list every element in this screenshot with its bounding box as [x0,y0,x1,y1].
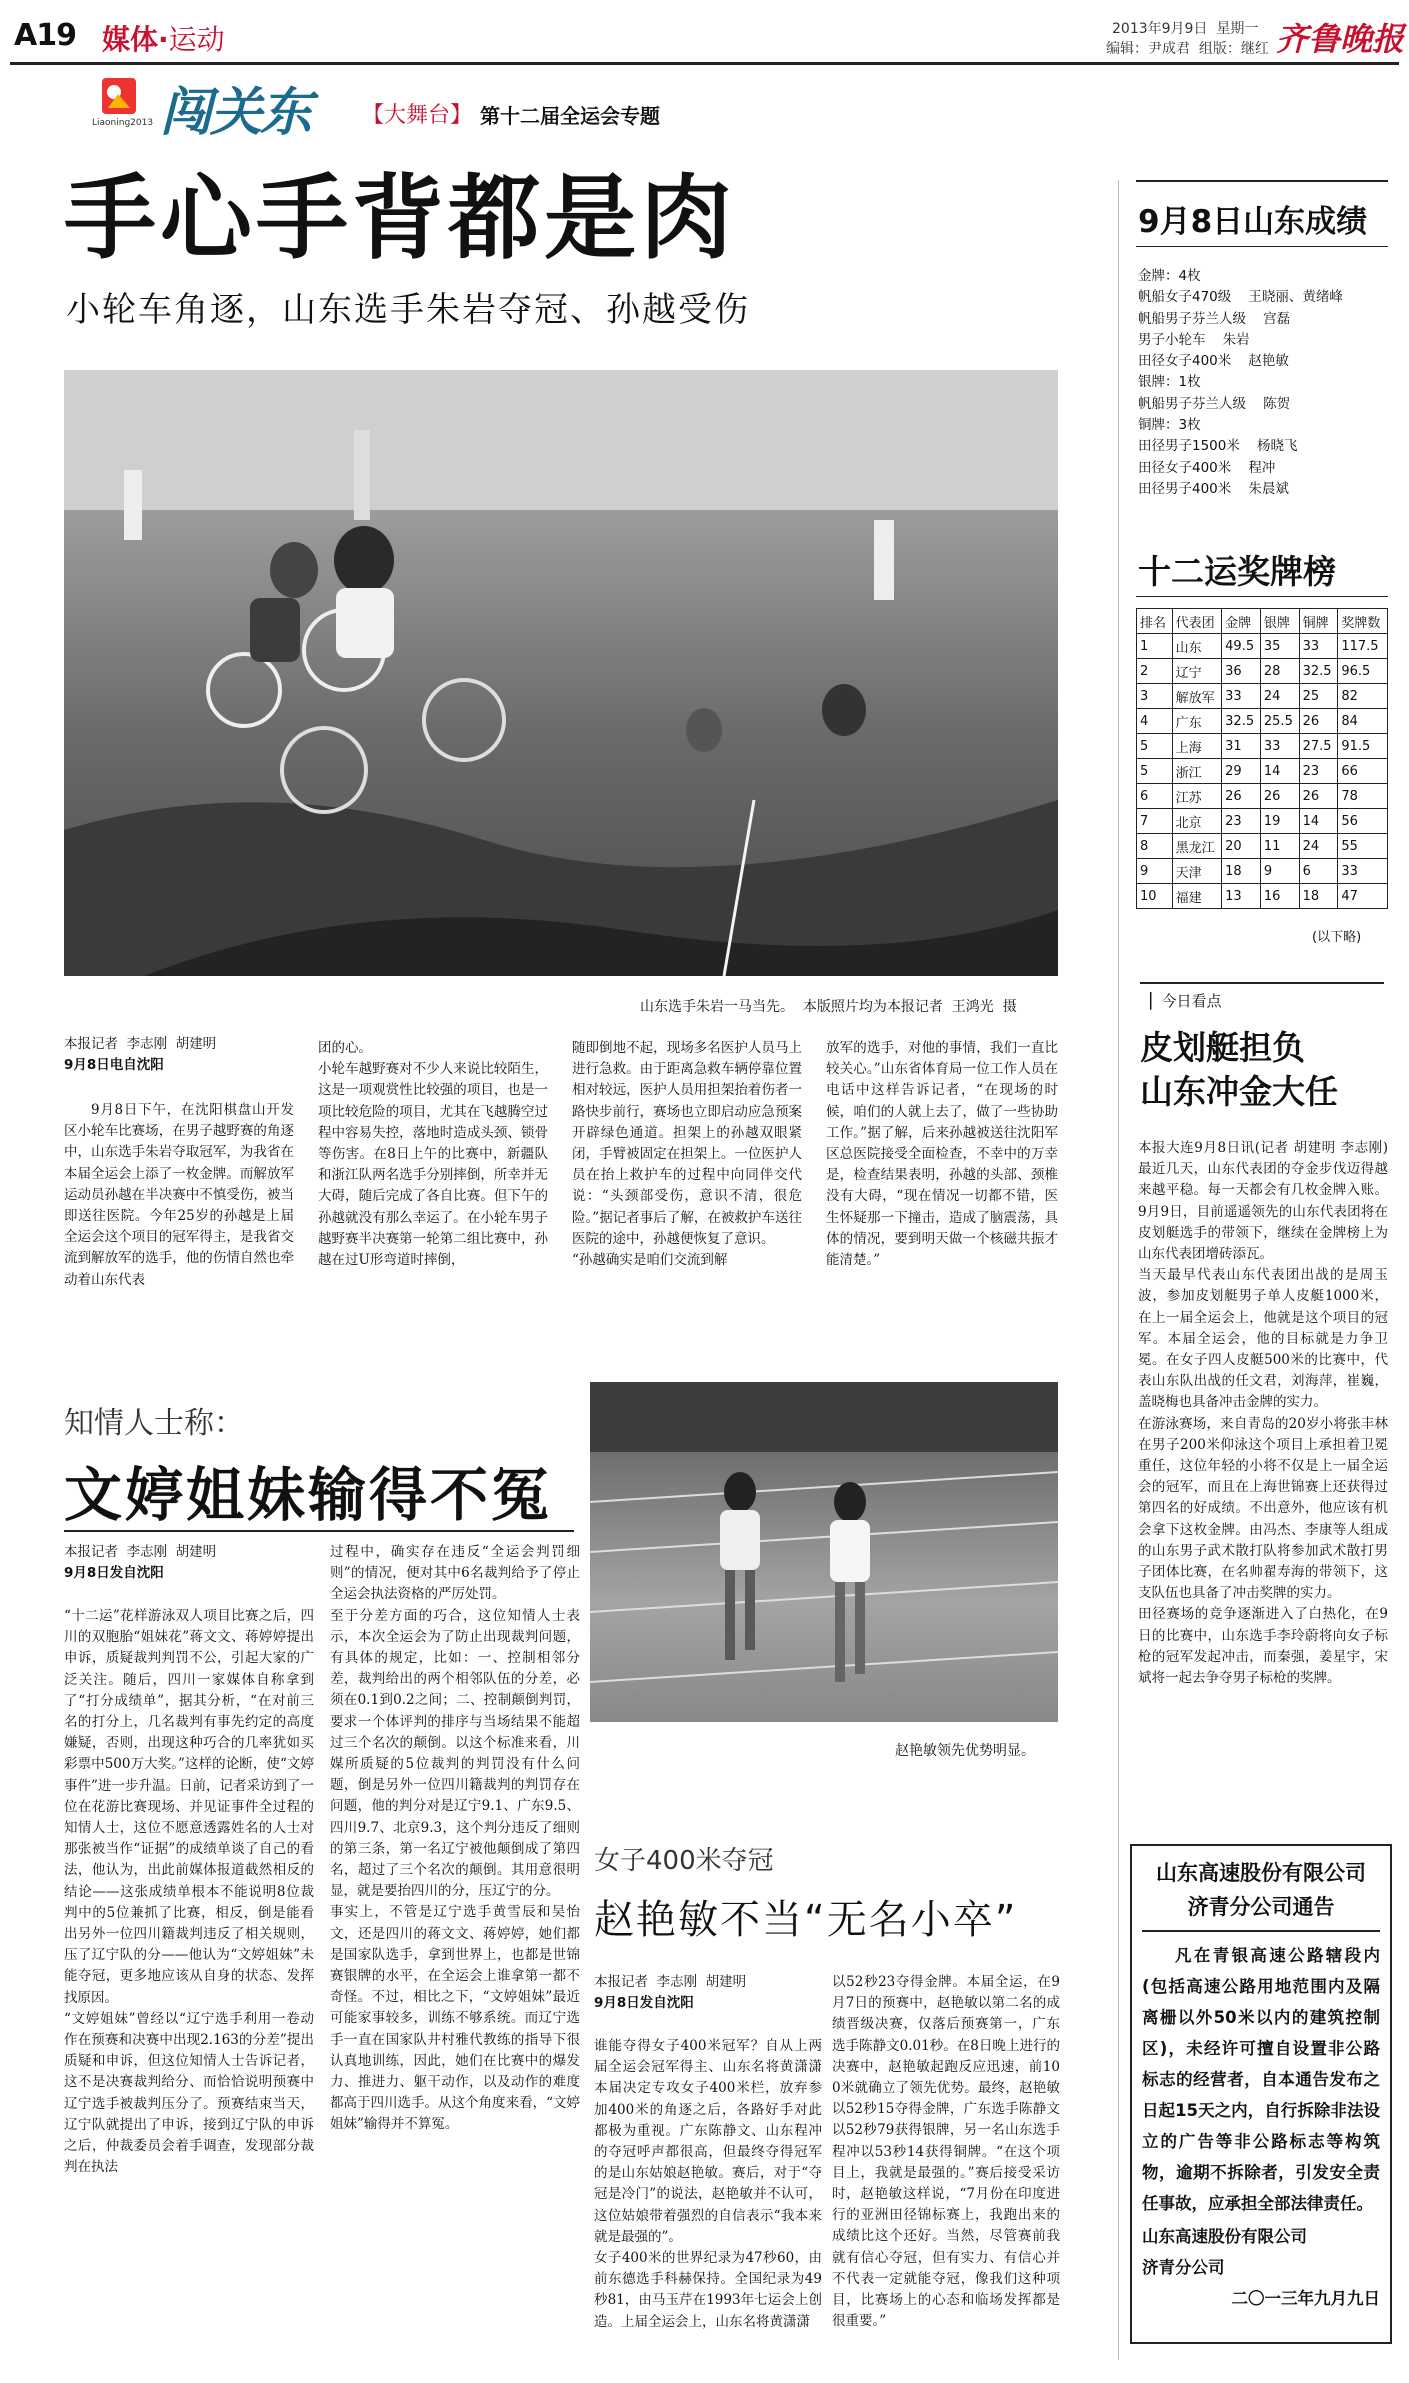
medal-cell: 33 [1260,734,1299,759]
medal-cell: 13 [1222,884,1261,909]
main-col-4 [826,1038,1058,1290]
zhao-headline: 赵艳敏不当“无名小卒” [594,1897,1018,1943]
page-header [0,0,1409,60]
medal-row [1137,834,1388,859]
main-col-3 [572,1038,802,1290]
bmx-photo-art [64,370,1058,976]
medal-cell: 32.5 [1299,659,1338,684]
bmx-photo [64,370,1058,976]
medal-note: (以下略) [1312,930,1362,945]
medal-cell: 浙江 [1172,759,1222,784]
medal-cell: 7 [1137,809,1173,834]
medal-cell: 5 [1137,734,1173,759]
result-line: 金牌：4枚 [1138,268,1201,284]
medal-cell: 24 [1299,834,1338,859]
medal-row [1137,734,1388,759]
medal-row [1137,659,1388,684]
special-label: 第十二届全运会专题 [480,104,660,128]
today-headline [1140,1026,1338,1114]
medal-title: 十二运奖牌榜 [1138,552,1336,591]
today-body-text: 本报大连9月8日讯(记者 胡建明 李志刚) 最近几天，山东代表团的夺金步伐迈得越来越平稳。每一天都会有几枚金牌入账。9月9日，目前遥遥领先的山东代表团将在皮划艇选手的带领下，继续在金牌榜上为山东代表团增砖添瓦。 当天最早代表山东代表团出战的是周玉波，参加皮划艇男子单人皮艇1000米，在上一届全运会上，他就是这个项目的冠军。本届全运会，他的目标就是力争卫冕。在女子四人皮艇500米的比赛中，代表山东队出战的任文君，刘海萍，崔巍，盖晓梅也具备冲击金牌的实力。 在游泳赛场，来自青岛的20岁小将张丰林在男子200米仰泳这个项目上承担着卫冕重任，这位年轻的小将不仅是上一届全运会的冠军，而且在上海世锦赛上还获得过第四名的好成绩。不出意外，他应该有机会拿下这枚金牌。由冯杰、李康等人组成的山东男子武术散打队将参加武术散打男子团体比赛，在名帅翟寿海的带领下，这支队伍也具备了冲击奖牌的实力。 田径赛场的竞争逐渐进入了白热化，在9日的比赛中，山东选手李玲蔚将向女子标枪的冠军发起冲击，而秦强，姜星宇，宋斌将一起去争夺男子标枪的奖牌。 [1138,1140,1388,1687]
header-date [1112,18,1258,38]
result-line: 帆船女子470级 王晓丽、黄绪峰 [1138,289,1343,306]
date-text: 2013年9月9日 [1112,21,1208,37]
medal-cell: 上海 [1172,734,1222,759]
medal-row [1137,634,1388,659]
wenting-rule [64,1530,574,1532]
medal-cell: 9 [1260,859,1299,884]
medal-cell: 山东 [1172,634,1222,659]
zhao-col-1-text: 谁能夺得女子400米冠军？自从上两届全运会冠军得主、山东名将黄潇潇本届决定专攻女子400米栏，放弃参加400米的角逐之后，各路好手对此都极为重视。广东陈静文、山东程冲的夺冠呼声都很高，但最终夺得冠军的是山东姑娘赵艳敏。赛后，对于“夺冠是冷门”的说法，赵艳敏并不认可，这位姑娘带着强烈的自信表示“我本来就是最强的”。 女子400米的世界纪录为47秒60，由前东德选手科赫保持。全国纪录为49秒81，由马玉芹在1993年七运会上创造。上届全运会上，山东名将黄潇潇 [594,2038,822,2330]
medal-cell: 4 [1137,709,1173,734]
medal-cell: 33 [1338,859,1388,884]
medal-row [1137,684,1388,709]
wenting-headline: 文婷姐妹输得不冤 [64,1461,553,1529]
medal-cell: 28 [1260,659,1299,684]
result-line: 田径女子400米 赵艳敏 [1138,353,1289,370]
section-name [102,18,225,58]
medal-cell: 11 [1260,834,1299,859]
main-col-4-text: 放军的选手，对他的事情，我们一直比较关心。”山东省体育局一位工作人员在电话中这样告诉记者，“在现场的时候，咱们的人就上去了，做了一些协助工作。”据了解，后来孙越被送往沈阳军区总医院接受全面检查，不幸中的万幸是，检查结果表明，孙越的头部、颈椎没有大碍，“现在情况一切都不错，医生怀疑那一下撞击，造成了脑震荡，具体的情况，要到明天做一个核磁共振才能清楚。” [826,1040,1058,1269]
medal-header-cell: 奖牌数 [1338,609,1388,634]
today-bullet-icon: ▏ [1150,992,1162,1010]
wenting-col-2 [330,1542,580,2366]
medal-cell: 33 [1299,634,1338,659]
medal-cell: 26 [1299,709,1338,734]
result-line: 帆船男子芬兰人级 宫磊 [1138,310,1291,327]
main-col-1-text: 9月8日下午，在沈阳棋盘山开发区小轮车比赛场，在男子越野赛的角逐中，山东选手朱岩夺取冠军，为我省在本届全运会上添了一枚金牌。而解放军运动员孙越在半决赛中不慎受伤，被当即送往医院。今年25岁的孙越是上届全运会这个项目的冠军得主，是我省交流到解放军的选手，他的伤情自然也牵动着山东代表 [64,1102,294,1288]
wenting-col-2-text: 过程中，确实存在违反“全运会判罚细则”的情况，便对其中6名裁判给予了停止全运会执法资格的严厉处罚。 至于分差方面的巧合，这位知情人士表示，本次全运会为了防止出现裁判问题，有具体的规定，比如：一、控制相邻分差，裁判给出的两个相邻队伍的分差，必须在0.1到0.2之间；二、控制颠倒判罚，要求一个体评判的排序与当场结果不能超过三个名次的颠倒。以这个标准来看，川媒所质疑的5位裁判的判罚没有什么问题，倒是另外一位四川籍裁判的判罚存在问题，他的判分对是辽宁9.1、广东9.5、四川9.7、北京9.3，这个判分违反了细则的第三条，第一名辽宁被他颠倒成了第四名，超过了三个名次的颠倒。其用意很明显，就是要抬四川的分，压辽宁的分。 事实上，不管是辽宁选手黄雪辰和吴怡文，还是四川的蒋文文、蒋婷婷，她们都是国家队选手，拿到世界上，也都是世锦赛银牌的水平，在全运会上谁拿第一都不奇怪。不过，相比之下，“文婷姐妹”最近可能家事较多，训练不够系统。而辽宁选手一直在国家队井村雅代教练的指导下很认真地训练，因此，她们在比赛中的爆发力、推进力、躯干动作，以及动作的难度都高于四川选手。从这个角度来看，“文婷姐妹”输得并不算冤。 [330,1544,580,2133]
main-byline [64,1034,294,1076]
today-headline-line1: 皮划艇担负 [1140,1028,1305,1067]
subsection-label: 运动 [168,23,225,56]
result-line: 男子小轮车 朱岩 [1138,331,1250,348]
medal-header-cell: 排名 [1137,609,1173,634]
medal-rule [1136,596,1388,597]
medal-cell: 广东 [1172,709,1222,734]
medal-cell: 84 [1338,709,1388,734]
medal-cell: 29 [1222,759,1261,784]
medal-cell: 北京 [1172,809,1222,834]
weekday-text: 星期一 [1216,21,1259,37]
medal-cell: 福建 [1172,884,1222,909]
medal-cell: 91.5 [1338,734,1388,759]
main-subhead: 小轮车角逐，山东选手朱岩夺冠、孙越受伤 [66,290,750,330]
medal-cell: 解放军 [1172,684,1222,709]
zhao-byline-dateline: 9月8日发自沈阳 [594,1995,694,2011]
medal-cell: 32.5 [1222,709,1261,734]
medal-cell: 6 [1137,784,1173,809]
result-line: 银牌：1枚 [1138,374,1201,391]
wenting-col-1-text: “十二运”花样游泳双人项目比赛之后，四川的双胞胎“姐妹花”蒋文文、蒋婷婷提出申诉，质疑裁判判罚不公，引起大家的广泛关注。随后，四川一家媒体自称拿到了“打分成绩单”，据其分析，“在对前三名的打分上，几名裁判有事先约定的高度嫌疑，否则，出现这种巧合的几率犹如买彩票中500万大奖。”这样的论断，使“文婷事件”进一步升温。日前，记者采访到了一位在花游比赛现场、并见证事件全过程的知情人士，这位不愿意透露姓名的人士对那张被当作“证据”的成绩单谈了自己的看法，他认为，出此前媒体报道截然相反的结论——这张成绩单根本不能说明8位裁判中的5位兼抓了比赛，相反，倒是能看出另外一位四川籍裁判违反了相关规则，压了辽宁队的分——他认为“文婷姐妹”未能夺冠，更多地应该从自身的状态、发挥找原因。 “文婷姐妹”曾经以“辽宁选手利用一卷动作在预赛和决赛中出现2.163的分差”提出质疑和申诉，但这位知情人士告诉记者，这不是决赛裁判给分、而恰恰说明预赛中辽宁选手被裁判压分了。预赛结束当天，辽宁队就提出了申诉，接到辽宁队的申诉之后，仲裁委员会着手调查，发现部分裁判在执法 [64,1608,314,2176]
medal-cell: 19 [1260,809,1299,834]
wenting-col-1 [64,1606,314,2366]
column-divider [1118,180,1119,2360]
medal-row [1137,759,1388,784]
medal-cell: 5 [1137,759,1173,784]
wenting-kicker: 知情人士称： [64,1406,244,1441]
main-col-3-text: 随即倒地不起，现场多名医护人员马上进行急救。由于距离急救车辆停靠位置相对较远，医护人员用担架抬着伤者一路快步前行，赛场也立即启动应急预案开辟绿色通道。担架上的孙越双眼紧闭，手臂被固定在担架上。一位医护人员在抬上救护车的过程中向同伴交代说：“头颈部受伤，意识不清，很危险。”据记者事后了解，在被救护车送往医院的途中，孙越便恢复了意识。 “孙越确实是咱们交流到解 [572,1040,802,1269]
today-headline-line2: 山东冲金大任 [1140,1072,1338,1111]
result-line: 田径男子400米 朱晨斌 [1138,480,1289,497]
medal-cell: 33 [1222,684,1261,709]
wenting-byline-dateline: 9月8日发自沈阳 [64,1565,164,1581]
medal-cell: 25.5 [1260,709,1299,734]
notice-sign-1: 山东高速股份有限公司 [1142,2227,1307,2246]
result-line: 铜牌：3枚 [1138,417,1201,434]
zhao-kicker: 女子400米夺冠 [594,1846,774,1876]
medal-header-row [1137,609,1388,634]
section-sep: · [158,23,169,56]
medal-header-cell: 代表团 [1172,609,1222,634]
medal-cell: 27.5 [1299,734,1338,759]
medal-cell: 辽宁 [1172,659,1222,684]
results-list [1138,266,1388,500]
results-rule [1136,246,1388,247]
today-label-text: 今日看点 [1161,992,1222,1010]
medal-cell: 26 [1260,784,1299,809]
result-line: 帆船男子芬兰人级 陈贺 [1138,395,1291,412]
medal-cell: 8 [1137,834,1173,859]
medal-cell: 25 [1299,684,1338,709]
campaign-logo: 闯关东 [160,82,311,143]
zhao-col-1 [594,2036,822,2366]
main-headline: 手心手背都是肉 [64,164,737,272]
medal-cell: 9 [1137,859,1173,884]
zhao-col-2-text: 以52秒23夺得金牌。本届全运，在9月7日的预赛中，赵艳敏以第二名的成绩晋级决赛，仅落后预赛第一，广东选手陈静文0.01秒。在8日晚上进行的决赛中，赵艳敏起跑反应迅速，前100米就确立了领先优势。最终，赵艳敏以52秒15夺得金牌，广东选手陈静文以52秒79获得银牌，另一名山东选手程冲以53秒14获得铜牌。“在这个项目上，我就是最强的。”赛后接受采访时，赵艳敏这样说，“7月份在印度进行的亚洲田径锦标赛上，我跑出来的成绩比这个还好。当然，尽管赛前我就有信心夺冠，但有实力、有信心并不代表一定就能夺冠，像我们这种项目，比赛场上的心态和临场发挥都是很重要。” [832,1974,1060,2330]
main-byline-reporters: 本报记者 李志刚 胡建明 [64,1036,217,1052]
medal-header-cell: 铜牌 [1299,609,1338,634]
medal-cell: 3 [1137,684,1173,709]
medal-cell: 31 [1222,734,1261,759]
medal-cell: 14 [1299,809,1338,834]
medal-cell: 24 [1260,684,1299,709]
medal-row [1137,784,1388,809]
sidebar-top-rule [1136,180,1388,182]
medal-cell: 14 [1260,759,1299,784]
sprint-photo-art [590,1382,1058,1722]
zhao-byline-reporters: 本报记者 李志刚 胡建明 [594,1974,747,1990]
notice-sign-2: 济青分公司 [1142,2258,1225,2277]
games-emblem [92,74,152,138]
result-line: 田径女子400米 程冲 [1138,459,1276,476]
medal-header-cell: 金牌 [1222,609,1261,634]
notice-rule [1142,1930,1380,1932]
medal-row [1137,809,1388,834]
today-body [1138,1138,1388,1814]
medal-cell: 黑龙江 [1172,834,1222,859]
emblem-caption: Liaoning2013 [92,118,154,128]
medal-cell: 23 [1299,759,1338,784]
sprint-photo [590,1382,1058,1722]
main-col-2 [318,1038,548,1290]
medal-cell: 26 [1299,784,1338,809]
today-label-box [1140,982,1384,984]
header-rule [10,62,1399,65]
medal-cell: 117.5 [1338,634,1388,659]
layout-text: 组版：继红 [1198,41,1269,57]
medal-cell: 6 [1299,859,1338,884]
paper-logo: 齐鲁晚报 [1276,20,1405,58]
main-col-1 [64,1100,294,1290]
medal-cell: 江苏 [1172,784,1222,809]
wenting-byline [64,1542,314,1584]
medal-cell: 96.5 [1338,659,1388,684]
notice-body: 凡在青银高速公路辖段内(包括高速公路用地范围内及隔离栅以外50米以内的建筑控制区)，未经许可擅自设置非公路标志的经营者，自本通告发布之日起15天之内，自行拆除非法设立的广告等非公路标志等构筑物，逾期不拆除者，引发安全责任事故，应承担全部法律责任。 [1142,1946,1380,2213]
section-label: 媒体 [102,23,159,56]
medal-cell: 18 [1222,859,1261,884]
medal-cell: 26 [1222,784,1261,809]
main-col-2-text: 团的心。 小轮车越野赛对不少人来说比较陌生，这是一项观赏性比较强的项目，也是一项比较危险的项目，尤其在飞越腾空过程中容易失控，落地时造成头颈、锁骨等伤害。在8日上午的比赛中，新疆队和浙江队两名选手分别摔倒，所幸并无大碍，随后完成了各自比赛。但下午的孙越就没有那么幸运了。在小轮车男子越野赛半决赛第一轮第二组比赛中，孙越在过U形弯道时摔倒， [318,1040,548,1269]
bmx-photo-caption: 山东选手朱岩一马当先。 本版照片均为本报记者 王鸿光 摄 [640,999,1017,1015]
notice-date: 二〇一三年九月九日 [1231,2289,1380,2308]
medal-cell: 1 [1137,634,1173,659]
medal-cell: 55 [1338,834,1388,859]
zhao-byline [594,1972,822,2014]
today-label [1150,990,1222,1011]
stage-label: 【大舞台】 [362,103,473,128]
medal-cell: 18 [1299,884,1338,909]
notice-title-2: 济青分公司通告 [1187,1895,1335,1919]
medal-cell: 56 [1338,809,1388,834]
results-title: 9月8日山东成绩 [1138,204,1368,240]
medal-row [1137,884,1388,909]
medal-row [1137,709,1388,734]
wenting-byline-reporters: 本报记者 李志刚 胡建明 [64,1544,217,1560]
medal-cell: 2 [1137,659,1173,684]
medal-cell: 23 [1222,809,1261,834]
medal-cell: 20 [1222,834,1261,859]
medal-row [1137,859,1388,884]
notice-title-1: 山东高速股份有限公司 [1156,1861,1366,1885]
zhao-col-2 [832,1972,1060,2366]
medal-cell: 66 [1338,759,1388,784]
notice-box [1130,1844,1392,2344]
medal-cell: 36 [1222,659,1261,684]
medal-cell: 78 [1338,784,1388,809]
medal-cell: 47 [1338,884,1388,909]
sprint-photo-caption: 赵艳敏领先优势明显。 [895,1743,1035,1759]
medal-table [1136,608,1388,909]
result-line: 田径男子1500米 杨晓飞 [1138,438,1298,455]
header-editors [1106,38,1269,58]
medal-header-cell: 银牌 [1260,609,1299,634]
main-byline-dateline: 9月8日电自沈阳 [64,1057,164,1073]
editor-text: 编辑：尹成君 [1106,41,1190,57]
medal-cell: 35 [1260,634,1299,659]
medal-cell: 天津 [1172,859,1222,884]
emblem-icon [92,74,152,138]
medal-cell: 82 [1338,684,1388,709]
medal-cell: 49.5 [1222,634,1261,659]
medal-cell: 10 [1137,884,1173,909]
page-number: A19 [14,18,76,53]
medal-cell: 16 [1260,884,1299,909]
